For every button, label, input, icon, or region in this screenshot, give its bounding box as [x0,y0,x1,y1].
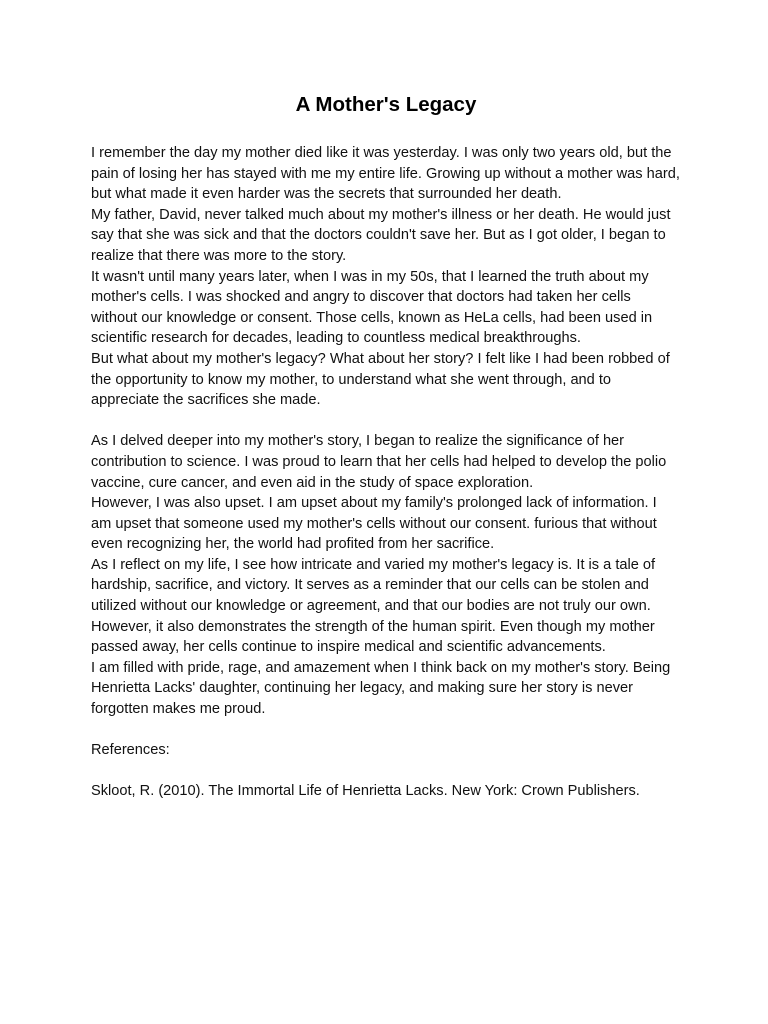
paragraph: But what about my mother's legacy? What about her story? I felt like I had been robbed of the opportunity to know my mother, to understand what she went through, and to appreciate the sacrifices she made. [91,350,670,409]
document-title: A Mother's Legacy [295,93,477,116]
document-page [91,91,681,802]
paragraph: I am filled with pride, rage, and amazement when I think back on my mother's story. Being Henrietta Lacks' daughter, continuing her legacy, and making sure her story is never forgotten makes me proud. [91,659,671,718]
section-1 [91,143,681,411]
references-heading: References: [91,742,170,759]
references-spacer [91,761,681,782]
section-spacer [91,411,681,432]
paragraph: My father, David, never talked much about my mother's illness or her death. He would just say that she was sick and that the doctors couldn't save her. But as I got older, I began to realize that there was more to the story. [91,206,671,264]
paragraph: However, I was also upset. I am upset about my family's prolonged lack of information. I am upset that someone used my mother's cells without our consent. furious that without even recognizing her, the world had profited from her sacrifice. [91,495,657,553]
paragraph: It wasn't until many years later, when I was in my 50s, that I learned the truth about my mother's cells. I was shocked and angry to discover that doctors had taken her cells without our knowledge or consent. Those cells, known as HeLa cells, had been used in scientific research for decades, leading to countless medical breakthroughs. [91,268,653,347]
paragraph: As I reflect on my life, I see how intricate and varied my mother's legacy is. It is a tale of hardship, sacrifice, and victory. It serves as a reminder that our cells can be stolen and utilized without our knowledge or agreement, and that our bodies are not truly our own. However, it also demonstrates the strength of the human spirit. Even though my mother passed away, her cells continue to inspire medical and scientific advancements. [91,556,656,656]
paragraph: I remember the day my mother died like it was yesterday. I was only two years old, but the pain of losing her has stayed with me my entire life. Growing up without a mother was hard, but what made it even harder was the secrets that surrounded her death. [91,145,680,203]
paragraph: As I delved deeper into my mother's story, I began to realize the significance of her contribution to science. I was proud to learn that her cells had helped to develop the polio vaccine, cure cancer, and even aid in the study of space exploration. [91,433,667,491]
reference-item: Skloot, R. (2010). The Immortal Life of Henrietta Lacks. New York: Crown Publishers. [91,783,640,800]
section-2 [91,431,681,719]
section-spacer [91,720,681,741]
